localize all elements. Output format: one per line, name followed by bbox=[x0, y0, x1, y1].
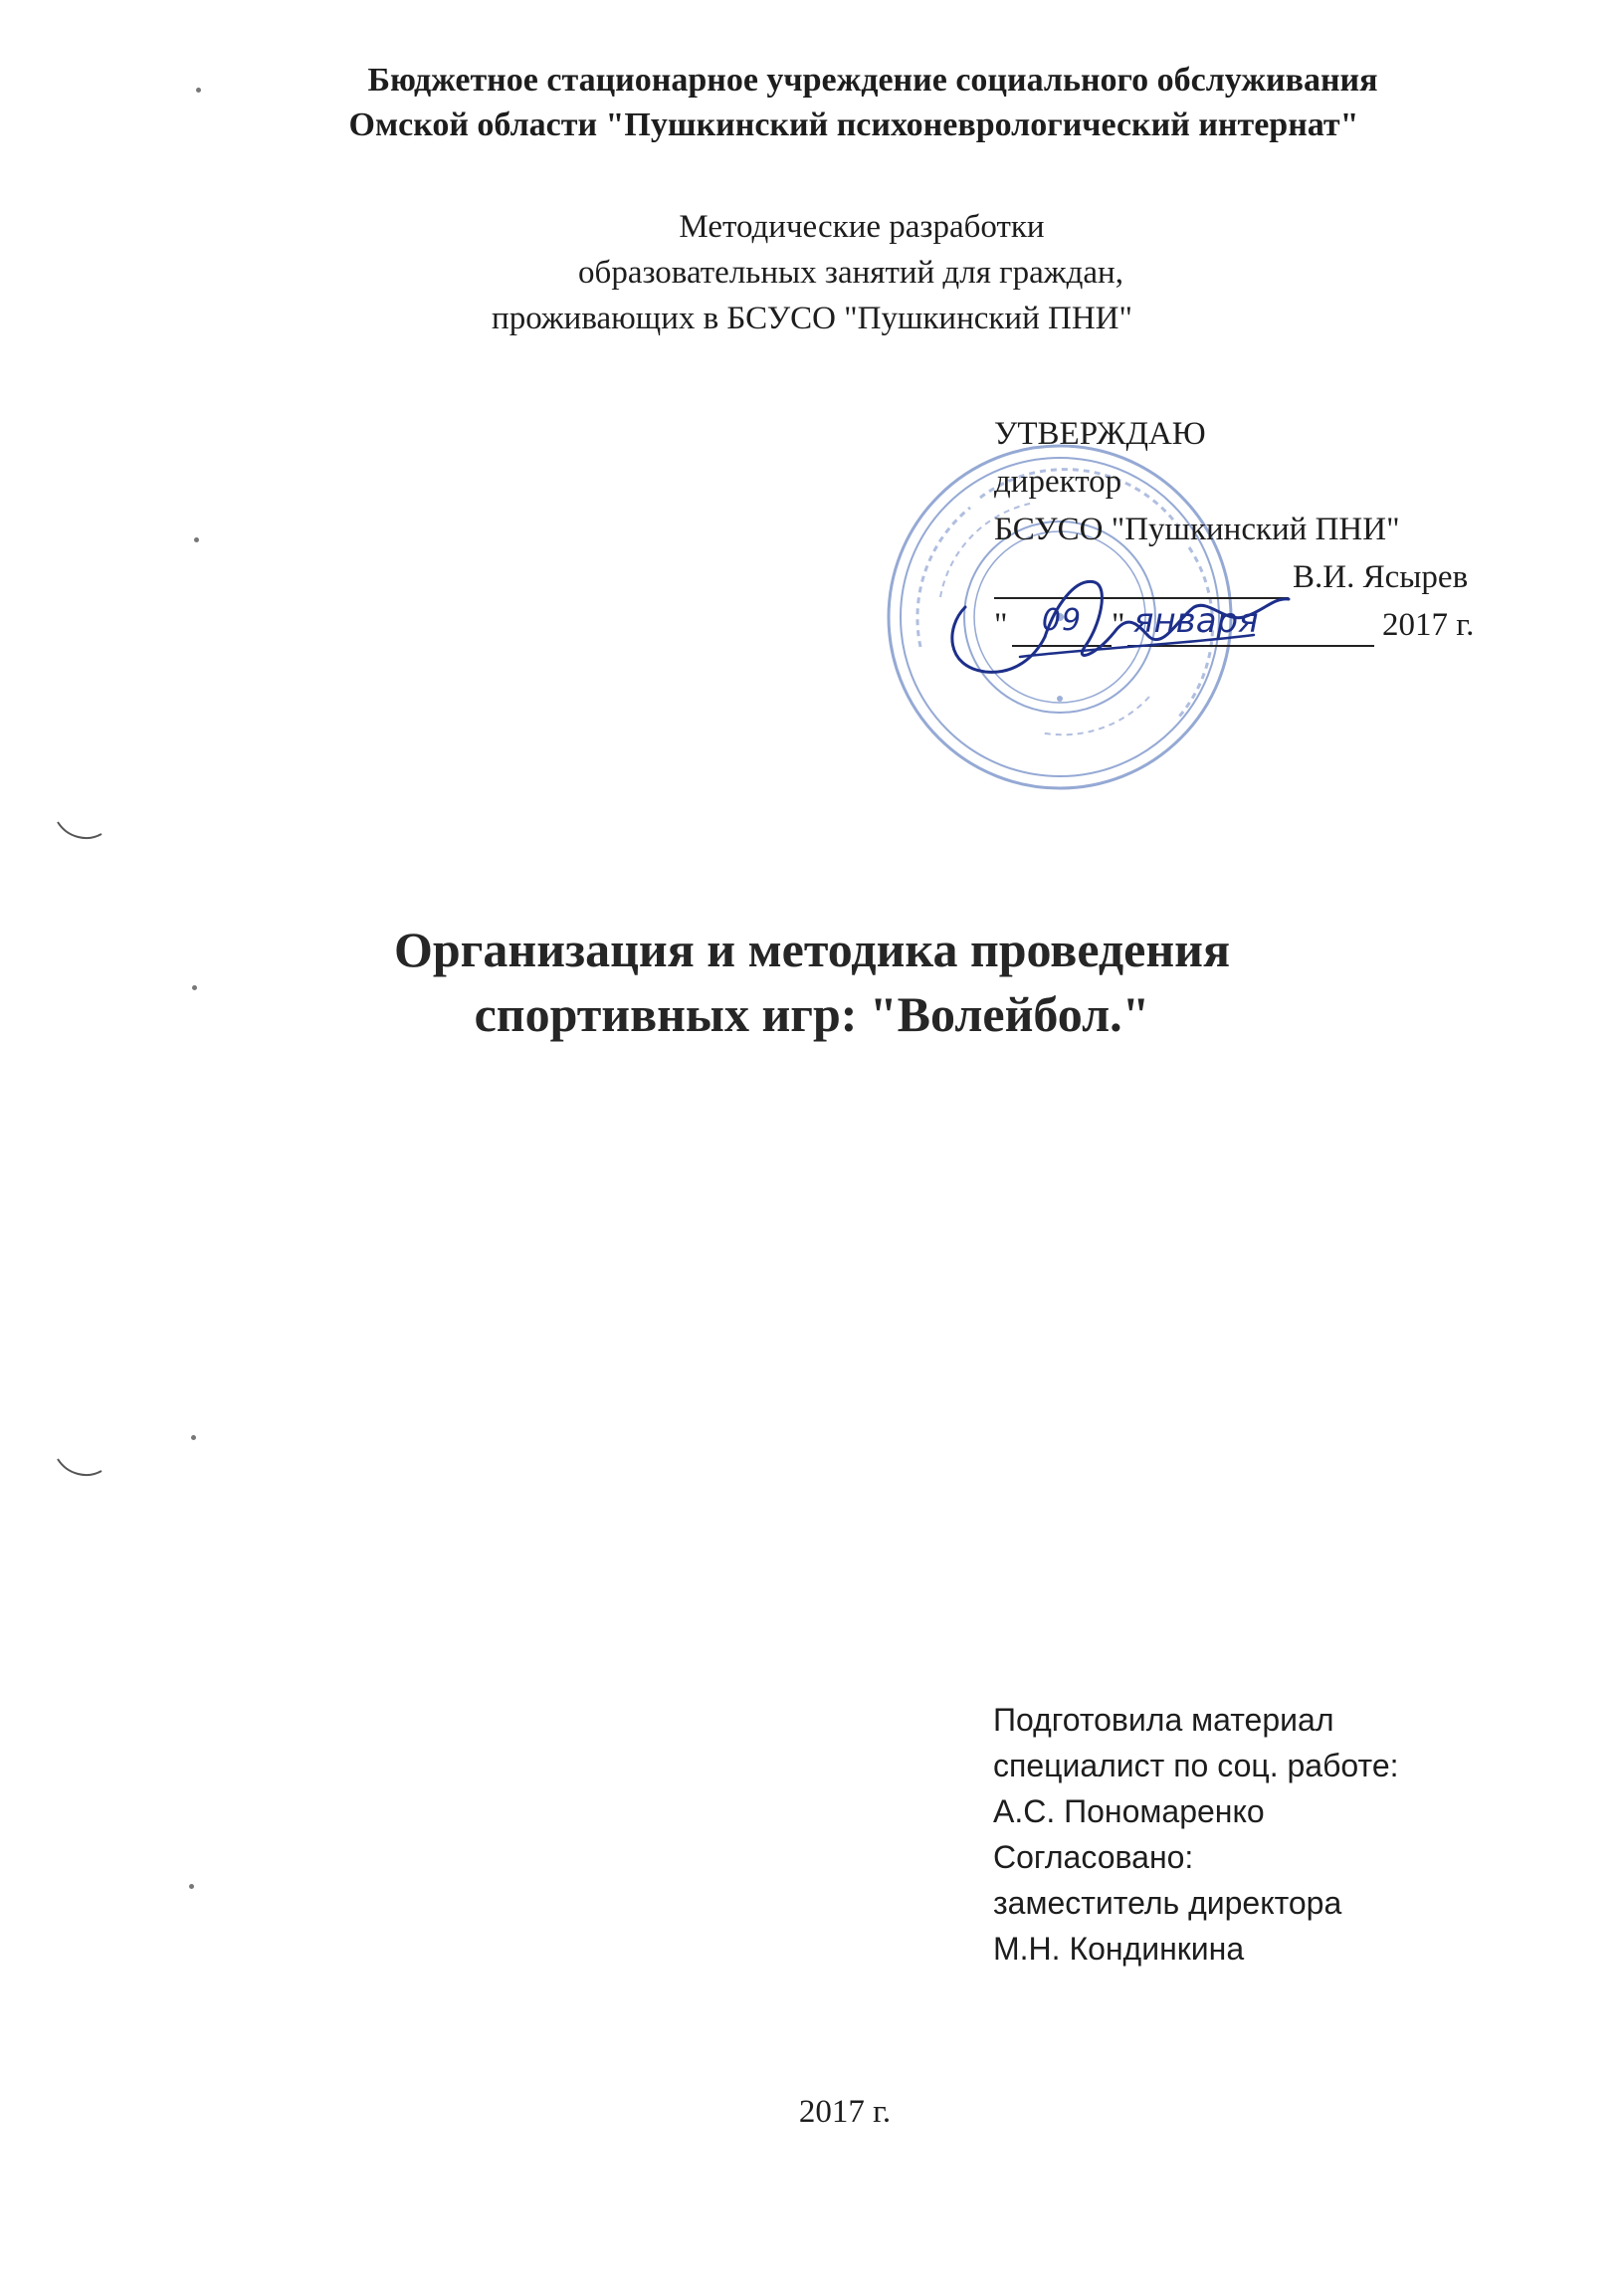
punch-hole-shadow bbox=[56, 816, 105, 846]
scan-speck bbox=[194, 537, 199, 542]
intro-line-1: Методические разработки bbox=[679, 209, 1045, 245]
org-line-2: Омской области "Пушкинский психоневрологический интернат" bbox=[348, 106, 1359, 143]
prepared-line-6: М.Н. Кондинкина bbox=[993, 1931, 1245, 1967]
prepared-line-4: Согласовано: bbox=[993, 1839, 1194, 1875]
title-line-1: Организация и методика проведения bbox=[393, 922, 1230, 977]
organization-header bbox=[0, 58, 1624, 147]
date-day-handwritten: 09 bbox=[1012, 597, 1112, 647]
signatory-name: В.И. Ясырев bbox=[1293, 559, 1469, 595]
approval-heading: УТВЕРЖДАЮ bbox=[994, 416, 1206, 452]
date-open-quote: " bbox=[994, 607, 1008, 643]
scan-speck bbox=[196, 88, 201, 93]
intro-block bbox=[0, 204, 1624, 341]
scan-speck bbox=[192, 985, 197, 990]
footer-year: 2017 г. bbox=[798, 2094, 892, 2130]
date-month-handwritten: января bbox=[1127, 597, 1374, 647]
approval-institution: БСУСО "Пушкинский ПНИ" bbox=[994, 512, 1400, 547]
date-close-quote: " bbox=[1112, 607, 1125, 643]
prepared-line-3: А.С. Пономаренко bbox=[993, 1793, 1265, 1829]
prepared-line-2: специалист по соц. работе: bbox=[993, 1748, 1399, 1783]
title-line-2: спортивных игр: "Волейбол." bbox=[474, 986, 1150, 1042]
prepared-line-1: Подготовила материал bbox=[993, 1702, 1334, 1738]
punch-hole-shadow bbox=[56, 1453, 105, 1483]
date-year: 2017 г. bbox=[1382, 607, 1475, 643]
document-title bbox=[0, 918, 1624, 1047]
intro-line-3: проживающих в БСУСО "Пушкинский ПНИ" bbox=[492, 301, 1132, 336]
scan-speck bbox=[189, 1884, 194, 1889]
handwritten-signature bbox=[925, 537, 1343, 707]
approval-position: директор bbox=[994, 464, 1122, 500]
intro-line-2: образовательных занятий для граждан, bbox=[578, 255, 1123, 291]
prepared-by-block bbox=[993, 1697, 1399, 1972]
scan-speck bbox=[191, 1435, 196, 1440]
prepared-line-5: заместитель директора bbox=[993, 1885, 1342, 1921]
org-line-1: Бюджетное стационарное учреждение социального обслуживания bbox=[367, 62, 1378, 99]
